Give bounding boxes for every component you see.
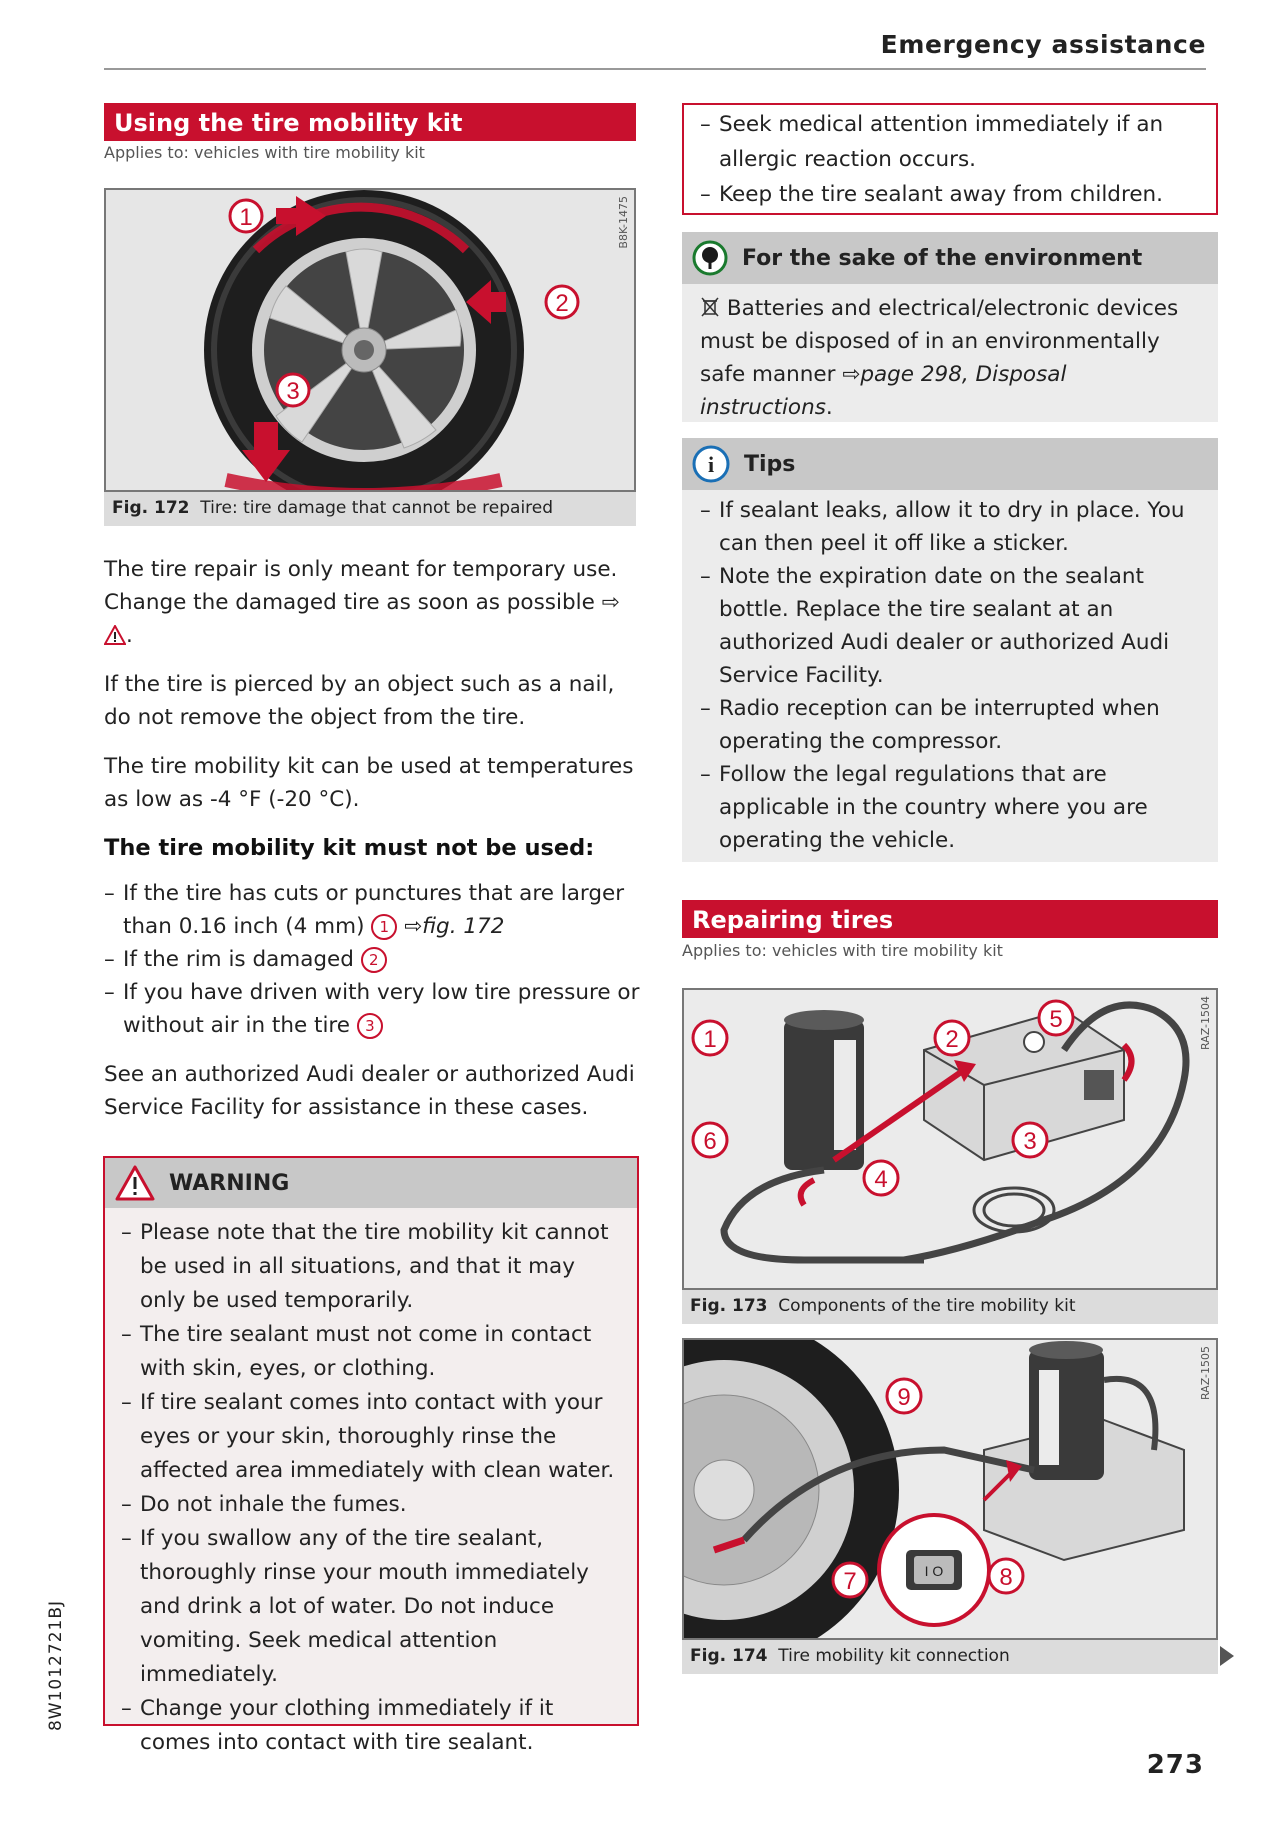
paragraph-nail: If the tire is pierced by an object such as a nail, do not remove the object from the tire.: [104, 672, 615, 730]
figure-code: RAZ-1505: [1199, 1346, 1212, 1401]
warning-cont-list: [684, 105, 1216, 212]
page-number: 273: [1146, 1750, 1204, 1780]
tips-box: [682, 438, 1218, 862]
tips-title: Tips: [744, 451, 796, 477]
paragraph-temperature: The tire mobility kit can be used at temperatures as low as -4 °F (-20 °C).: [104, 754, 634, 812]
tire-kit-connection-illustration: [684, 1340, 1216, 1638]
fig174-callout-9: 9: [897, 1384, 911, 1411]
warning-item: – If tire sealant comes into contact with your eyes or your skin, thoroughly rinse the affected area immediately with clean water.: [121, 1386, 617, 1488]
environment-tree-icon: [692, 240, 728, 276]
figure-link[interactable]: fig. 172: [422, 914, 505, 939]
paragraph-temporary-use: The tire repair is only meant for temporary use. Change the damaged tire as soon as possible ⇨ .: [104, 557, 620, 648]
list-item: – If the tire has cuts or punctures that are larger than 0.16 inch (4 mm) 1 ⇨fig. 172: [104, 877, 644, 943]
fig173-callout-4: 4: [874, 1166, 888, 1193]
figure-number: Fig. 173: [690, 1296, 768, 1316]
document-code: 8W1012721BJ: [46, 1600, 66, 1732]
figure-173: [682, 988, 1218, 1290]
warning-triangle-icon: [115, 1165, 155, 1201]
tip-item: – If sealant leaks, allow it to dry in place. You can then peel it off like a sticker.: [700, 494, 1200, 560]
fig172-callout-1: 1: [239, 204, 253, 231]
callout-ref-1: 1: [371, 914, 397, 940]
subhead-must-not-use: The tire mobility kit must not be used:: [104, 835, 595, 861]
fig172-callout-2: 2: [555, 290, 569, 317]
tire-damage-illustration: [106, 190, 634, 490]
callout-ref-2: 2: [361, 947, 387, 973]
paragraph-dealer: See an authorized Audi dealer or authorized Audi Service Facility for assistance in these cases.: [104, 1062, 635, 1120]
disposal-page-link[interactable]: page 298, Disposal instructions: [700, 362, 1067, 420]
not-used-list: [104, 877, 644, 1042]
figure-code: RAZ-1504: [1199, 996, 1212, 1051]
warning-item: – Seek medical attention immediately if an allergic reaction occurs.: [700, 107, 1202, 177]
reference-arrow: ⇨: [842, 362, 861, 387]
info-icon: [692, 445, 730, 483]
svg-text:i: i: [707, 452, 715, 477]
header-divider: [104, 68, 1206, 70]
page-header-title: Emergency assistance: [880, 30, 1206, 59]
warning-item: – If you swallow any of the tire sealant, thoroughly rinse your mouth immediately and drink a lot of water. Do not induce vomiting. Seek medical attention immediately.: [121, 1522, 617, 1692]
warning-item: – Please note that the tire mobility kit cannot be used in all situations, and that it may only be used temporarily.: [121, 1216, 617, 1318]
tip-item: – Radio reception can be interrupted when operating the compressor.: [700, 692, 1200, 758]
warning-triangle-icon: [104, 625, 126, 645]
warning-item: – The tire sealant must not come in contact with skin, eyes, or clothing.: [121, 1318, 617, 1386]
tips-header: [682, 438, 1218, 490]
fig173-callout-5: 5: [1049, 1006, 1063, 1033]
applies-note: Applies to: vehicles with tire mobility kit: [682, 941, 1003, 960]
warning-title: WARNING: [169, 1170, 290, 1196]
left-body: [104, 553, 644, 1140]
tips-list: [682, 490, 1218, 857]
fig173-callout-3: 3: [1023, 1128, 1037, 1155]
applies-note: Applies to: vehicles with tire mobility kit: [104, 143, 425, 162]
figure-number: Fig. 172: [112, 498, 190, 518]
switch-label: I O: [924, 1563, 944, 1579]
warning-item: – Change your clothing immediately if it comes into contact with tire sealant.: [121, 1692, 617, 1760]
fig173-callout-1: 1: [703, 1026, 717, 1053]
tip-item: – Note the expiration date on the sealant bottle. Replace the tire sealant at an authorized Audi dealer or authorized Audi Service Facility.: [700, 560, 1200, 692]
warning-box: [103, 1156, 639, 1755]
figure-174-caption: [682, 1640, 1218, 1674]
warning-box-continued: [682, 103, 1218, 215]
tire-kit-components-illustration: [684, 990, 1216, 1288]
reference-arrow: ⇨: [404, 914, 423, 939]
caption-text: Tire: tire damage that cannot be repaired: [200, 498, 554, 518]
figure-code: B8K-1475: [617, 196, 630, 249]
callout-ref-3: 3: [357, 1013, 383, 1039]
figure-174: [682, 1338, 1218, 1640]
section-title-repairing: Repairing tires: [682, 900, 1218, 938]
tip-item: – Follow the legal regulations that are applicable in the country where you are operating the vehicle.: [700, 758, 1200, 857]
list-item: – If the rim is damaged 2: [104, 943, 644, 976]
caption-text: Components of the tire mobility kit: [778, 1296, 1076, 1316]
crossed-bin-icon: [700, 296, 720, 318]
environment-box: [682, 232, 1218, 422]
figure-172: [104, 188, 636, 492]
figure-173-caption: [682, 1290, 1218, 1324]
environment-text: Batteries and electrical/electronic devices must be disposed of in an environmentally safe manner ⇨page 298, Disposal instructions.: [700, 296, 1179, 420]
warning-item: – Do not inhale the fumes.: [121, 1488, 617, 1522]
warning-list: [105, 1208, 637, 1760]
fig174-callout-7: 7: [843, 1568, 857, 1595]
caption-text: Tire mobility kit connection: [778, 1646, 1010, 1666]
warning-header: [105, 1158, 637, 1208]
fig172-callout-3: 3: [286, 378, 300, 405]
environment-title: For the sake of the environment: [742, 245, 1143, 271]
reference-arrow: ⇨: [601, 590, 620, 615]
figure-172-caption: [104, 492, 636, 526]
fig174-callout-8: 8: [999, 1564, 1013, 1591]
environment-header: [682, 232, 1218, 284]
section-title-using-kit: Using the tire mobility kit: [104, 103, 636, 141]
continue-arrow-icon[interactable]: [1220, 1646, 1234, 1666]
figure-number: Fig. 174: [690, 1646, 768, 1666]
fig173-callout-2: 2: [945, 1026, 959, 1053]
warning-item: – Keep the tire sealant away from children.: [700, 177, 1202, 212]
list-item: – If you have driven with very low tire pressure or without air in the tire 3: [104, 976, 644, 1042]
fig173-callout-6: 6: [703, 1128, 717, 1155]
